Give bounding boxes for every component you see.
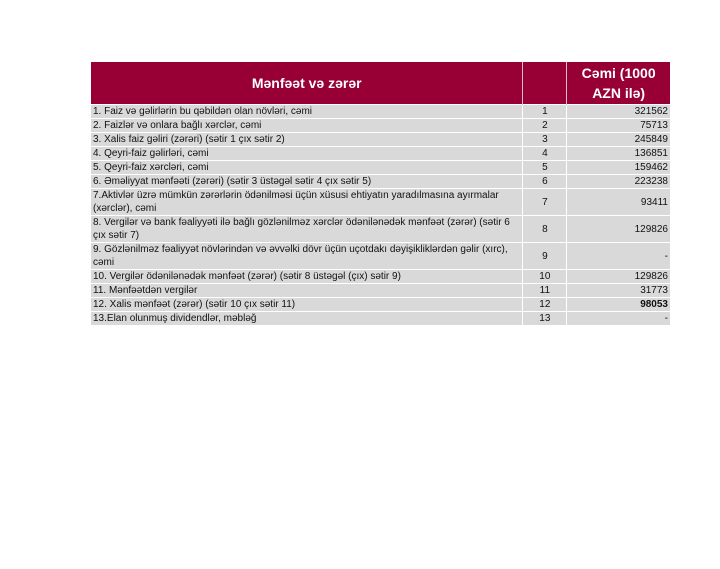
table-row — [91, 270, 670, 284]
row-description: 4. Qeyri-faiz gəlirləri, cəmi — [91, 147, 523, 161]
row-number: 9 — [523, 243, 567, 270]
table-row — [91, 189, 670, 216]
row-number: 6 — [523, 175, 567, 189]
row-value: 93411 — [567, 189, 670, 216]
table-row — [91, 284, 670, 298]
table-row — [91, 161, 670, 175]
row-value: 159462 — [567, 161, 670, 175]
row-number: 7 — [523, 189, 567, 216]
row-number: 1 — [523, 105, 567, 119]
table-row — [91, 175, 670, 189]
header-number — [523, 62, 567, 105]
row-number: 5 — [523, 161, 567, 175]
row-description: 9. Gözlənilməz fəaliyyət növlərindən və əvvəlki dövr üçün uçotdakı dəyişikliklərdən gəlir (xırc), cəmi — [91, 243, 523, 270]
row-value: 136851 — [567, 147, 670, 161]
row-number: 4 — [523, 147, 567, 161]
table-row — [91, 298, 670, 312]
row-value: 245849 — [567, 133, 670, 147]
row-description: 11. Mənfəətdən vergilər — [91, 284, 523, 298]
table-row — [91, 119, 670, 133]
profit-loss-table — [91, 62, 670, 325]
row-description: 2. Faizlər və onlara bağlı xərclər, cəmi — [91, 119, 523, 133]
row-number: 2 — [523, 119, 567, 133]
row-number: 12 — [523, 298, 567, 312]
table-row — [91, 312, 670, 326]
row-description: 3. Xalis faiz gəliri (zərəri) (sətir 1 çıx sətir 2) — [91, 133, 523, 147]
table-row — [91, 133, 670, 147]
row-description: 8. Vergilər və bank fəaliyyəti ilə bağlı gözlənilməz xərclər ödənilənədək mənfəət (zərər) (sətir 6 çıx sətir 7) — [91, 216, 523, 243]
table-row — [91, 216, 670, 243]
row-value: - — [567, 243, 670, 270]
row-description: 5. Qeyri-faiz xərcləri, cəmi — [91, 161, 523, 175]
header-description: Mənfəət və zərər — [91, 62, 523, 105]
row-description: 13.Elan olunmuş dividendlər, məbləğ — [91, 312, 523, 326]
row-description: 12. Xalis mənfəət (zərər) (sətir 10 çıx sətir 11) — [91, 298, 523, 312]
row-number: 13 — [523, 312, 567, 326]
table-row — [91, 243, 670, 270]
row-description: 1. Faiz və gəlirlərin bu qəbildən olan növləri, cəmi — [91, 105, 523, 119]
row-number: 10 — [523, 270, 567, 284]
row-number: 11 — [523, 284, 567, 298]
row-value: 129826 — [567, 270, 670, 284]
row-description: 6. Əməliyyat mənfəəti (zərəri) (sətir 3 üstəgəl sətir 4 çıx sətir 5) — [91, 175, 523, 189]
row-value: 98053 — [567, 298, 670, 312]
row-number: 3 — [523, 133, 567, 147]
row-value: 31773 — [567, 284, 670, 298]
row-value: - — [567, 312, 670, 326]
row-value: 75713 — [567, 119, 670, 133]
table-header-row — [91, 62, 670, 105]
row-value: 129826 — [567, 216, 670, 243]
row-number: 8 — [523, 216, 567, 243]
row-value: 223238 — [567, 175, 670, 189]
row-description: 10. Vergilər ödənilənədək mənfəət (zərər) (sətir 8 üstəgəl (çıx) sətir 9) — [91, 270, 523, 284]
table-row — [91, 147, 670, 161]
row-value: 321562 — [567, 105, 670, 119]
row-description: 7.Aktivlər üzrə mümkün zərərlərin ödənilməsi üçün xüsusi ehtiyatın yaradılmasına ayırmalar (xərclər), cəmi — [91, 189, 523, 216]
table-row — [91, 105, 670, 119]
header-total: Cəmi (1000 AZN ilə) — [567, 62, 670, 105]
